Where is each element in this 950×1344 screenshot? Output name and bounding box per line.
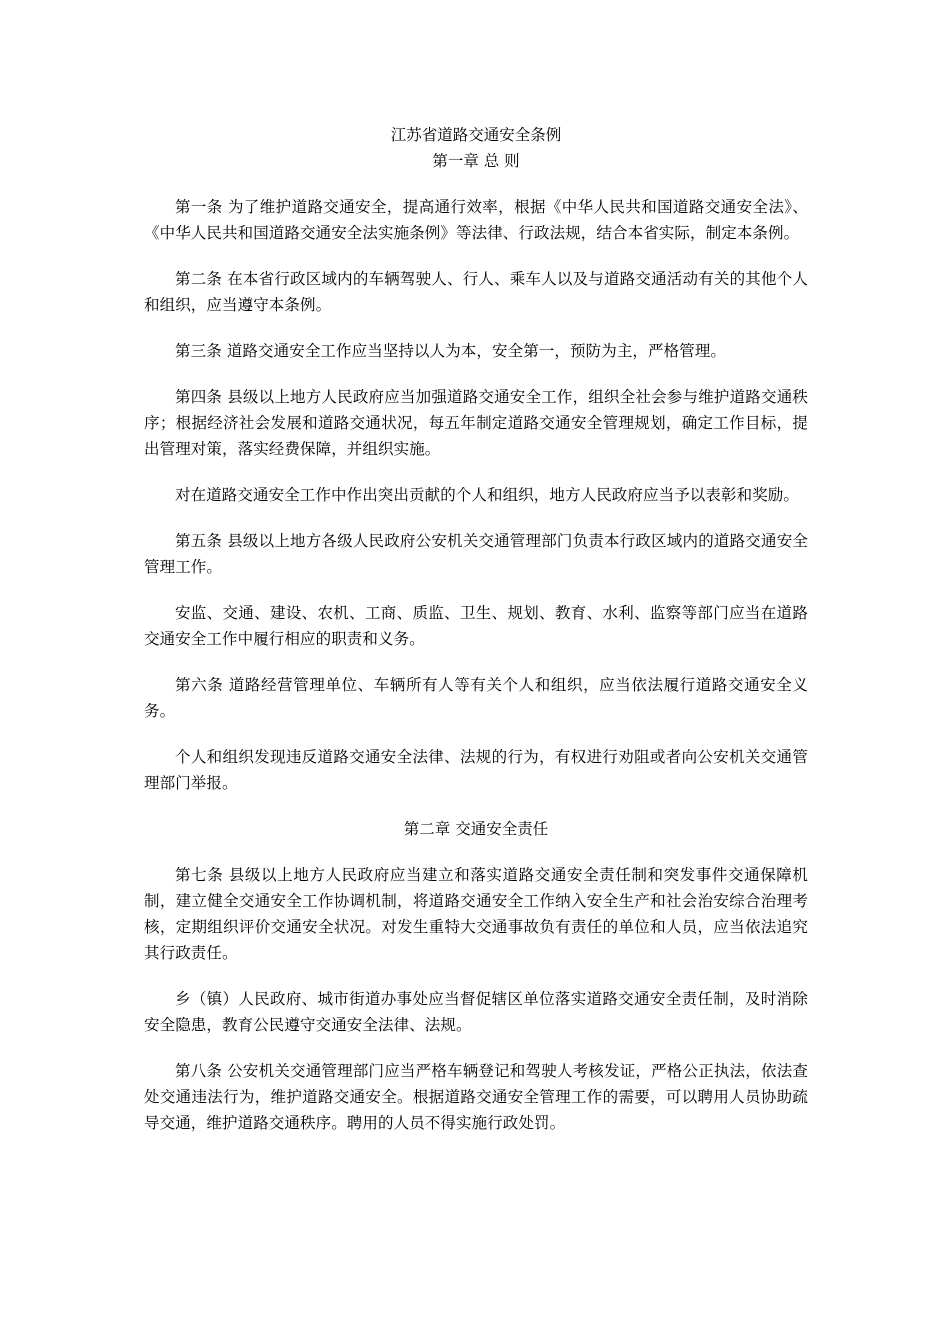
article-1: 第一条 为了维护道路交通安全，提高通行效率，根据《中华人民共和国道路交通安全法》、《中华人民共和国道路交通安全法实施条例》等法律、行政法规，结合本省实际，制定本条例。 bbox=[144, 198, 808, 242]
chapter-1-heading: 第一章 总 则 bbox=[432, 152, 520, 170]
article-7: 第七条 县级以上地方人民政府应当建立和落实道路交通安全责任制和突发事件交通保障机制，建立健全交通安全工作协调机制，将道路交通安全工作纳入安全生产和社会治安综合治理考核，定期组织评价交通安全状况。对发生重特大交通事故负有责任的单位和人员，应当依法追究其行政责任。 bbox=[144, 866, 808, 962]
document-title: 江苏省道路交通安全条例 bbox=[390, 126, 562, 144]
article-5: 第五条 县级以上地方各级人民政府公安机关交通管理部门负责本行政区域内的道路交通安全管理工作。 bbox=[144, 532, 808, 576]
article-7-para-2: 乡（镇）人民政府、城市街道办事处应当督促辖区单位落实道路交通安全责任制，及时消除安全隐患，教育公民遵守交通安全法律、法规。 bbox=[144, 990, 808, 1034]
article-4: 第四条 县级以上地方人民政府应当加强道路交通安全工作，组织全社会参与维护道路交通秩序；根据经济社会发展和道路交通状况，每五年制定道路交通安全管理规划，确定工作目标，提出管理对策，落实经费保障，并组织实施。 bbox=[144, 388, 808, 458]
document-page bbox=[144, 122, 808, 1156]
article-4-para-2: 对在道路交通安全工作中作出突出贡献的个人和组织，地方人民政府应当予以表彰和奖励。 bbox=[175, 486, 800, 504]
article-2: 第二条 在本省行政区域内的车辆驾驶人、行人、乘车人以及与道路交通活动有关的其他个人和组织，应当遵守本条例。 bbox=[144, 270, 808, 314]
article-6-para-2: 个人和组织发现违反道路交通安全法律、法规的行为，有权进行劝阻或者向公安机关交通管理部门举报。 bbox=[144, 748, 808, 792]
chapter-2-heading: 第二章 交通安全责任 bbox=[403, 820, 549, 838]
article-5-para-2: 安监、交通、建设、农机、工商、质监、卫生、规划、教育、水利、监察等部门应当在道路交通安全工作中履行相应的职责和义务。 bbox=[144, 604, 808, 648]
article-3: 第三条 道路交通安全工作应当坚持以人为本，安全第一，预防为主，严格管理。 bbox=[175, 342, 727, 360]
article-6: 第六条 道路经营管理单位、车辆所有人等有关个人和组织，应当依法履行道路交通安全义务。 bbox=[144, 676, 808, 720]
article-8: 第八条 公安机关交通管理部门应当严格车辆登记和驾驶人考核发证，严格公正执法，依法查处交通违法行为，维护道路交通安全。根据道路交通安全管理工作的需要，可以聘用人员协助疏导交通，维护道路交通秩序。聘用的人员不得实施行政处罚。 bbox=[144, 1062, 808, 1132]
